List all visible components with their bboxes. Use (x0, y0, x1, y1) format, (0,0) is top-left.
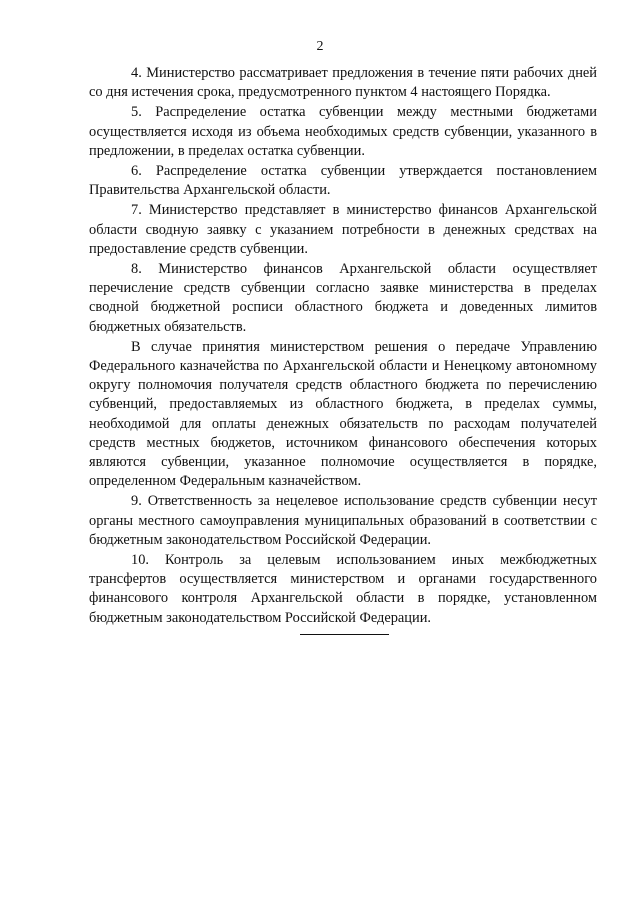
paragraph-item-4: 4. Министерство рассматривает предложения в течение пяти рабочих дней со дня истечения срока, предусмотренного пунктом 4 настоящего Порядка. (89, 65, 597, 101)
paragraph-item-8: 8. Министерство финансов Архангельской области осуществляет перечисление средств субвенции согласно заявке министерства в пределах сводной бюджетной росписи областного бюджета и доведенных лимитов бюджетных обязательств. (89, 261, 597, 335)
paragraph-treasury-transfer: В случае принятия министерством решения о передаче Управлению Федерального казначейства по Архангельской области и Ненецкому автономному округу полномочия получателя средств областного бюджета по перечислению субвенций, предоставляемых из областного бюджета, в пределах суммы, необходимой для оплаты денежных обязательств по расходам получателей средств местных бюджетов, источником финансового обеспечения которых являются субвенции, указанное полномочие осуществляется в порядке, определенном Федеральным казначейством. (89, 338, 597, 490)
paragraph-item-7: 7. Министерство представляет в министерство финансов Архангельской области сводную заявку с указанием потребности в денежных средствах на предоставление средств субвенции. (89, 202, 597, 257)
paragraph-item-10: 10. Контроль за целевым использованием иных межбюджетных трансфертов осуществляется министерством и органами государственного финансового контроля Архангельской области в порядке, установленном бюджетным законодательством Российской Федерации. (89, 552, 597, 626)
end-of-document-rule (300, 634, 389, 635)
paragraph-item-6: 6. Распределение остатка субвенции утверждается постановлением Правительства Архангельской области. (89, 163, 597, 199)
paragraph-item-5: 5. Распределение остатка субвенции между местными бюджетами осуществляется исходя из объема необходимых средств субвенции, указанного в предложении, в пределах остатка субвенции. (89, 104, 597, 159)
document-body (89, 64, 597, 629)
page-number: 2 (316, 39, 324, 54)
paragraph-item-9: 9. Ответственность за нецелевое использование средств субвенции несут органы местного самоуправления муниципальных образований в соответствии с бюджетным законодательством Российской Федерации. (89, 493, 597, 548)
